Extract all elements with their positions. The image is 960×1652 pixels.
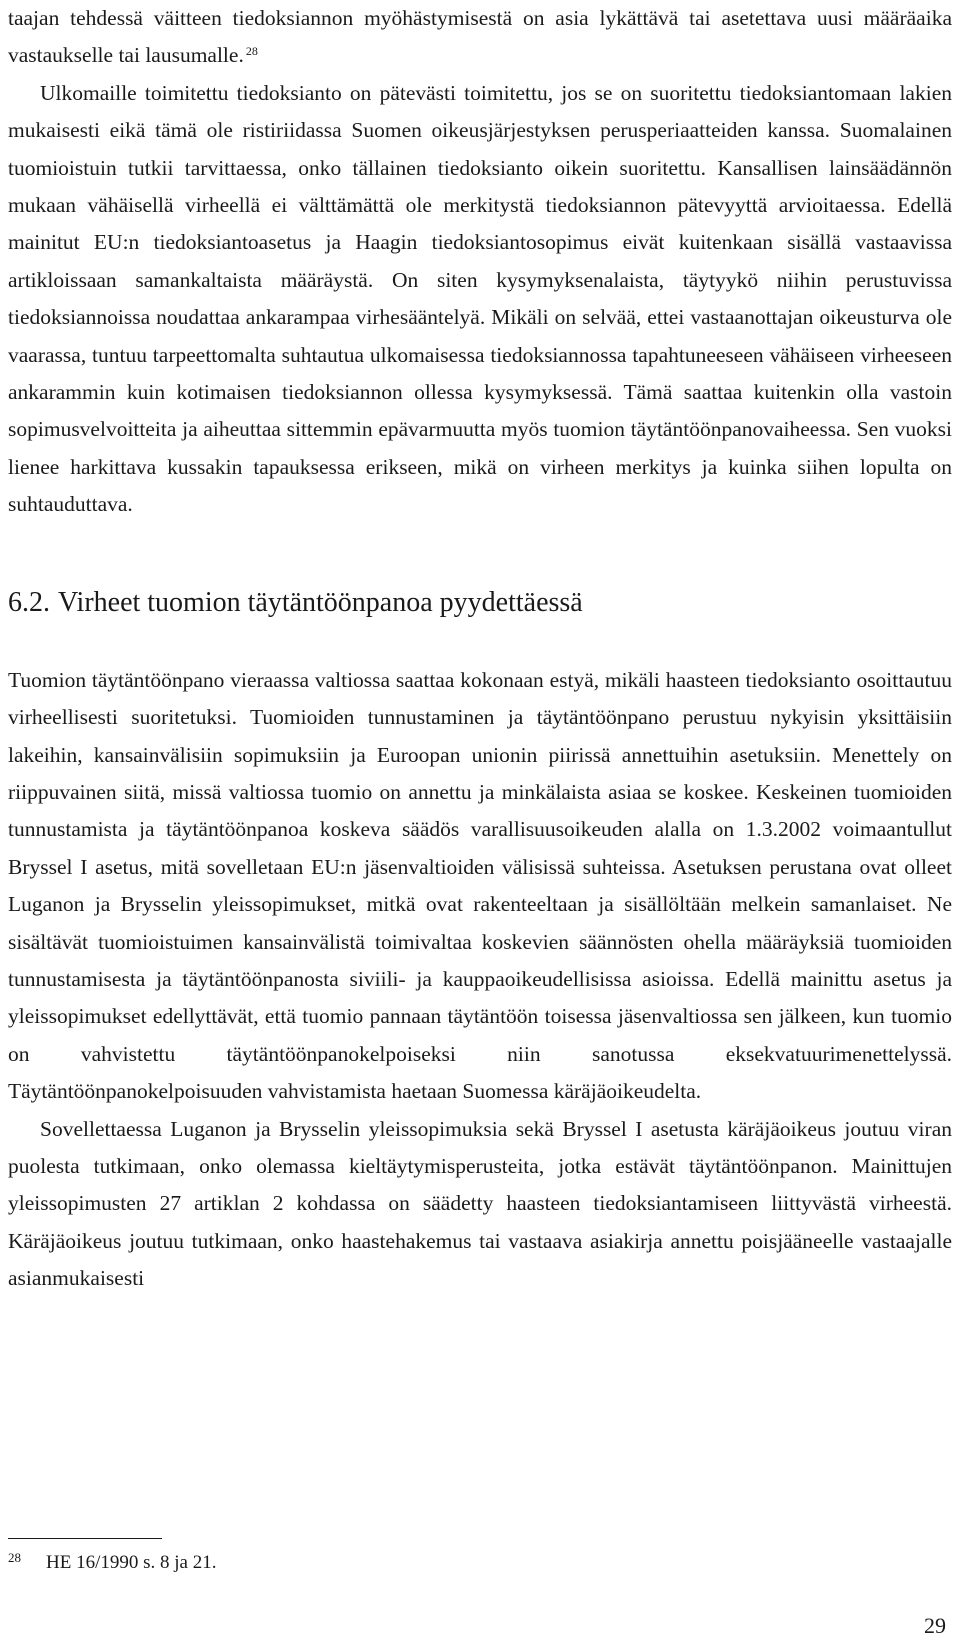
footnote-divider: [8, 1538, 162, 1539]
paragraph-1-text: taajan tehdessä väitteen tiedoksiannon myöhästymisestä on asia lykättävä tai asetettava uusi määräaika vastaukselle tai lausumalle.: [8, 6, 952, 68]
paragraph-3: Tuomion täytäntöönpano vieraassa valtiossa saattaa kokonaan estyä, mikäli haasteen tiedoksianto osoittautuu virheellisesti suoritetuksi. Tuomioiden tunnustaminen ja täytäntöönpano perustuu nykyisin yksittäisiin lakeihin, kansainvälisiin sopimuksiin ja Euroopan unionin piirissä annettuihin asetuksiin. Menettely on riippuvainen siitä, missä valtiossa tuomio on annettu ja minkälaista asiaa se koskee. Keskeinen tuomioiden tunnustamista ja täytäntöönpanoa koskeva säädös varallisuusoikeuden alalla on 1.3.2002 voimaantullut Bryssel I asetus, mitä sovelletaan EU:n jäsenvaltioiden välisissä suhteissa. Asetuksen perustana ovat olleet Luganon ja Brysselin yleissopimukset, mitkä ovat rakenteeltaan ja sisällöltään melkein samanlaiset. Ne sisältävät tuomioistuimen kansainvälistä toimivaltaa koskevien säännösten ohella määräyksiä tuomioiden tunnustamisesta ja täytäntöönpanosta siviili- ja kauppaoikeudellisissa asioissa. Edellä mainittu asetus ja yleissopimukset edellyttävät, että tuomio pannaan täytäntöön toisessa jäsenvaltiossa sen jälkeen, kun tuomio on vahvistettu täytäntöönpanokelpoiseksi niin sanotussa eksekvatuurimenettelyssä. Täytäntöönpanokelpoisuuden vahvistamista haetaan Suomessa käräjäoikeudelta.: [8, 667, 952, 1104]
section-title: Virheet tuomion täytäntöönpanoa pyydettäessä: [58, 586, 583, 618]
section-number: 6.2.: [8, 586, 50, 618]
footnote-reference: 28: [245, 44, 258, 59]
paragraph-2: Ulkomaille toimitettu tiedoksianto on pätevästi toimitettu, jos se on suoritettu tiedoksiantomaan lakien mukaisesti eikä tämä ole ristiriidassa Suomen oikeusjärjestyksen perusperiaatteiden kanssa. Suomalainen tuomioistuin tutkii tarvittaessa, onko tällainen tiedoksianto oikein suoritettu. Kansallisen lainsäädännön mukaan vähäisellä virheellä ei välttämättä ole merkitystä tiedoksiannon pätevyyttä arvioitaessa. Edellä mainitut EU:n tiedoksiantoasetus ja Haagin tiedoksiantosopimus eivät kuitenkaan sisällä vastaavissa artikloissaan samankaltaista määräystä. On siten kysymyksenalaista, täytyykö niihin perustuvissa tiedoksiannoissa noudattaa ankarampaa virhesääntelyä. Mikäli on selvää, ettei vastaanottajan oikeusturva ole vaarassa, tuntuu tarpeettomalta suhtautua ulkomaisessa tiedoksiannossa tapahtuneeseen vähäiseen virheeseen ankarammin kuin kotimaisen tiedoksiannon ollessa kysymyksessä. Tämä saattaa kuitenkin olla vastoin sopimusvelvoitteita ja aiheuttaa sittemmin epävarmuutta myös tuomion täytäntöönpanovaiheessa. Sen vuoksi lienee harkittava kussakin tapauksessa erikseen, mikä on virheen merkitys ja kuinka siihen lopulta on suhtauduttava.: [8, 80, 952, 517]
footnote-text: HE 16/1990 s. 8 ja 21.: [46, 1552, 217, 1573]
footnote-mark: 28: [8, 1550, 21, 1565]
section-heading: [8, 585, 952, 621]
footnote: [8, 1551, 216, 1575]
paragraph-1: [8, 0, 952, 75]
page-number: 29: [924, 1613, 946, 1638]
paragraph-4: Sovellettaessa Luganon ja Brysselin yleissopimuksia sekä Bryssel I asetusta käräjäoikeus joutuu viran puolesta tutkimaan, onko olemassa kieltäytymisperusteita, jotka estävät täytäntöönpanon. Mainittujen yleissopimusten 27 artiklan 2 kohdassa on säädetty haasteen tiedoksiantamiseen liittyvästä virheestä. Käräjäoikeus joutuu tutkimaan, onko haastehakemus tai vastaava asiakirja annettu poisjääneelle vastaajalle asianmukaisesti: [8, 1116, 952, 1291]
page-body: [8, 0, 952, 1298]
